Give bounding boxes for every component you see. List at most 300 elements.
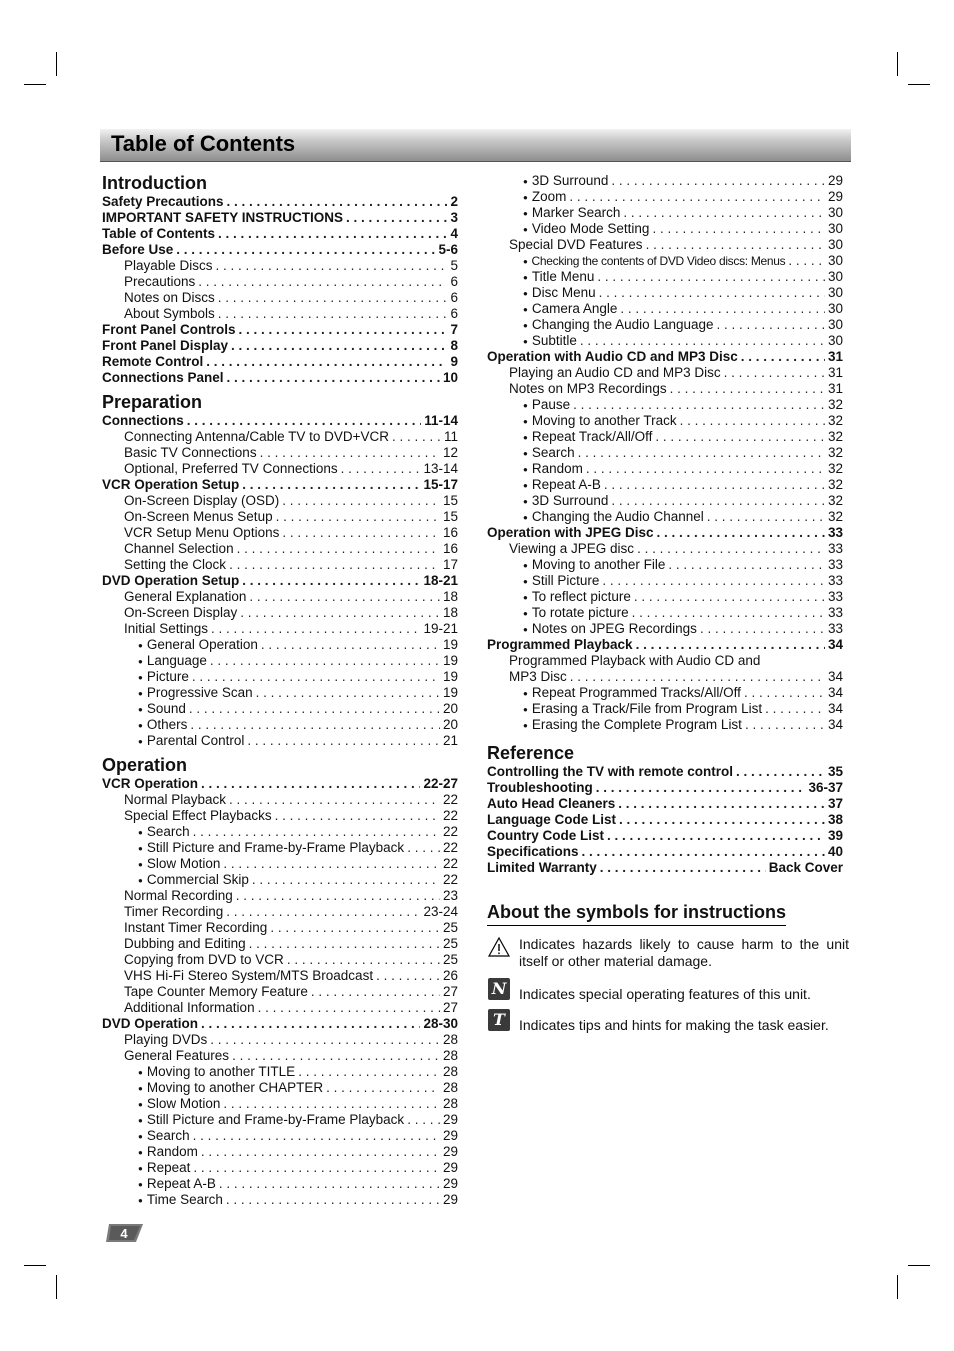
toc-entry [102,1096,458,1112]
toc-entry [487,461,843,477]
toc-entry-page: 16 [442,541,458,556]
toc-entry [102,952,458,968]
toc-entry-page: 28 [442,1080,458,1095]
toc-entry [487,221,843,237]
toc-entry [102,808,458,824]
toc-entry [102,1128,458,1144]
toc-entry-title: ● Disc Menu [523,285,596,303]
toc-entry [102,338,458,354]
toc-entry-page: 19 [442,637,458,652]
toc-entry [102,824,458,840]
toc-entry [102,856,458,872]
toc-leader-dots [201,776,420,792]
toc-leader-dots [620,301,825,317]
toc-entry [487,557,843,573]
symbol-note [487,978,849,1002]
toc-entry [487,205,843,221]
toc-leader-dots [611,173,825,189]
toc-entry-title: ● Still Picture and Frame-by-Frame Playback [138,1112,404,1130]
toc-entry-title: On-Screen Menus Setup [124,509,273,524]
toc-entry-page: 22 [442,856,458,871]
toc-leader-dots [242,477,420,493]
toc-entry-page: 5-6 [438,242,458,257]
toc-entry-page: 7 [450,322,458,337]
toc-entry [102,429,458,445]
toc-entry [487,397,843,413]
toc-leader-dots [226,1192,440,1208]
toc-entry-page: 37 [827,796,843,811]
toc-entry-title: ● 3D Surround [523,173,608,191]
toc-entry [102,936,458,952]
toc-entry-page: 31 [827,365,843,380]
toc-leader-dots [189,701,440,717]
toc-entry-title: Setting the Clock [124,557,227,572]
toc-entry-page: 29 [442,1192,458,1207]
page-number-badge [103,1222,145,1244]
toc-leader-dots [187,413,421,429]
toc-entry [102,290,458,306]
toc-leader-dots [223,856,440,872]
toc-leader-dots [311,984,440,1000]
toc-entry-page: 23 [442,888,458,903]
toc-entry [487,365,843,381]
toc-leader-dots [657,525,825,541]
symbol-tip [487,1009,849,1033]
toc-entry [102,226,458,242]
toc-entry-title: ● To reflect picture [523,589,631,607]
toc-entry-title: ● Moving to another CHAPTER [138,1080,323,1098]
toc-entry [102,605,458,621]
toc-entry [102,1048,458,1064]
toc-entry-title: ● Still Picture and Frame-by-Frame Playback [138,840,404,858]
toc-leader-dots [216,258,448,274]
toc-entry-page: 29 [442,1144,458,1159]
toc-entry-title: DVD Operation Setup [102,573,240,588]
toc-entry-page: 32 [827,461,843,476]
toc-entry-title: Remote Control [102,354,204,369]
toc-leader-dots [282,525,440,541]
toc-entry-title: Channel Selection [124,541,234,556]
toc-entry-title: Auto Head Cleaners [487,796,616,811]
toc-entry [102,557,458,573]
toc-entry-page: 33 [827,573,843,588]
toc-entry-title: ● Progressive Scan [138,685,253,703]
toc-entry-title: Controlling the TV with remote control [487,764,733,779]
toc-leader-dots [176,242,435,258]
toc-entry-title: ● Repeat Programmed Tracks/All/Off [523,685,741,703]
toc-entry [102,653,458,669]
toc-leader-dots [249,589,440,605]
toc-leader-dots [623,205,825,221]
toc-leader-dots [201,1016,420,1032]
toc-entry-page: 20 [442,717,458,732]
toc-entry-page: 30 [827,285,843,300]
toc-leader-dots [392,429,441,445]
toc-entry-title: Timer Recording [124,904,224,919]
toc-leader-dots [193,824,440,840]
toc-entry-page: 23-24 [423,904,458,919]
toc-entry-page: 25 [442,952,458,967]
toc-entry-title: ● Moving to another File [523,557,665,575]
toc-entry-page: 3 [450,210,458,225]
toc-entry [487,445,843,461]
toc-leader-dots [247,733,440,749]
toc-entry-title: VCR Operation [102,776,199,791]
toc-entry-title: Optional, Preferred TV Connections [124,461,338,476]
toc-leader-dots [637,541,825,557]
toc-entry-page: 30 [827,221,843,236]
toc-leader-dots [227,370,440,386]
toc-entry-page: 25 [442,936,458,951]
toc-entry-title: Additional Information [124,1000,255,1015]
toc-entry-title: Copying from DVD to VCR [124,952,284,967]
toc-entry-title: ● Picture [138,669,189,687]
toc-entry [102,920,458,936]
toc-leader-dots [227,194,448,210]
toc-entry-title: ● Language [138,653,207,671]
toc-entry [102,733,458,749]
toc-entry-title: ● Title Menu [523,269,594,287]
toc-entry-title: ● Pause [523,397,570,415]
toc-entry-page: 28 [442,1096,458,1111]
toc-leader-dots [599,285,825,301]
toc-leader-dots [226,904,420,920]
toc-entry [487,828,843,844]
toc-entry-page: 30 [827,333,843,348]
toc-entry-page: 18 [442,589,458,604]
toc-entry-title: ● Erasing a Track/File from Program List [523,701,762,719]
toc-leader-dots [618,796,825,812]
toc-entry [102,1016,458,1032]
toc-leader-dots [298,1064,440,1080]
toc-entry [487,525,843,541]
toc-entry [487,381,843,397]
toc-entry-title: ● Moving to another Track [523,413,677,431]
toc-leader-dots [597,269,825,285]
toc-leader-dots [193,1128,440,1144]
toc-leader-dots [260,445,440,461]
toc-entry [102,477,458,493]
toc-entry-title: ● Moving to another TITLE [138,1064,295,1082]
toc-entry [487,573,843,589]
crop-mark [908,1265,930,1266]
toc-entry [487,317,843,333]
toc-leader-dots [275,808,440,824]
toc-entry-page: 20 [442,701,458,716]
crop-mark [897,52,898,76]
toc-entry-page: 30 [827,253,843,268]
toc-left-column [102,172,458,1208]
toc-entry-title: ● Random [523,461,583,479]
toc-entry [102,1000,458,1016]
toc-entry-page: 29 [442,1128,458,1143]
toc-leader-dots [707,509,825,525]
toc-entry-page: 22 [442,872,458,887]
toc-entry [102,1112,458,1128]
toc-entry [102,461,458,477]
toc-entry-title: ● Slow Motion [138,1096,220,1114]
toc-entry-title: Playable Discs [124,258,213,273]
toc-entry-title: Instant Timer Recording [124,920,268,935]
toc-entry-page: 33 [827,621,843,636]
toc-entry-page: 33 [827,605,843,620]
toc-entry-title: Playing DVDs [124,1032,208,1047]
symbol-warning [487,936,849,972]
toc-entry-title: Connections Panel [102,370,224,385]
toc-entry-page: 15 [442,509,458,524]
toc-leader-dots [636,637,825,653]
section-heading: Introduction [102,173,207,193]
toc-entry [102,888,458,904]
warning-triangle-icon [488,936,510,958]
toc-entry-page: 32 [827,413,843,428]
toc-entry [487,780,843,796]
symbol-tip-text: Indicates tips and hints for making the task easier. [519,1017,829,1033]
toc-entry-title: ● Random [138,1144,198,1162]
toc-leader-dots [407,840,440,856]
toc-entry-title: Initial Settings [124,621,209,636]
toc-entry-title: ● Repeat [138,1160,190,1178]
toc-entry-page: 27 [442,984,458,999]
toc-entry-page: 12 [442,445,458,460]
toc-entry-page: 34 [827,637,843,652]
toc-entry-title: Troubleshooting [487,780,593,795]
toc-entry-title: Country Code List [487,828,604,843]
toc-entry-page: 32 [827,477,843,492]
toc-leader-dots [569,189,825,205]
toc-entry-title: Safety Precautions [102,194,224,209]
toc-entry [102,968,458,984]
toc-entry-page: 38 [827,812,843,827]
toc-entry-page: 19 [442,653,458,668]
crop-mark [56,1275,57,1299]
about-symbols-section [487,902,849,1033]
crop-mark [56,52,57,76]
toc-entry-title: Front Panel Display [102,338,229,353]
toc-entry [487,285,843,301]
toc-entry-page: 39 [827,828,843,843]
toc-entry [102,210,458,226]
toc-leader-dots [201,1144,440,1160]
toc-entry-page: 19-21 [423,621,458,636]
toc-entry-page: 34 [827,685,843,700]
toc-entry-title: VCR Setup Menu Options [124,525,280,540]
toc-entry [102,637,458,653]
toc-leader-dots [210,653,440,669]
toc-entry-page: 29 [827,173,843,188]
toc-entry-page: 36-37 [808,780,843,795]
toc-entry-title: Notes on MP3 Recordings [509,381,667,396]
toc-leader-dots [240,605,440,621]
toc-entry-page: 22 [442,792,458,807]
symbol-note-text: Indicates special operating features of this unit. [519,986,811,1002]
toc-right-column [487,173,843,876]
toc-entry-page: 18 [442,605,458,620]
toc-leader-dots [670,381,825,397]
toc-entry [487,541,843,557]
toc-entry-page: 33 [827,557,843,572]
toc-entry [487,189,843,205]
toc-entry-title: Normal Recording [124,888,233,903]
toc-entry-page: 28-30 [423,1016,458,1031]
toc-entry [102,1080,458,1096]
toc-entry-title: Table of Contents [102,226,215,241]
toc-entry-page: 21 [442,733,458,748]
toc-entry [487,413,843,429]
toc-entry [487,764,843,780]
toc-entry [487,349,843,365]
toc-leader-dots [611,493,825,509]
toc-entry-page: 18-21 [423,573,458,588]
toc-leader-dots [210,1032,440,1048]
page-title: Table of Contents [111,131,296,156]
toc-entry [102,685,458,701]
toc-entry-title: Specifications [487,844,579,859]
toc-leader-dots [570,669,825,685]
toc-entry [102,984,458,1000]
toc-entry-page: 22 [442,824,458,839]
toc-entry-title: Programmed Playback with Audio CD and [509,653,761,668]
toc-leader-dots [668,557,825,573]
toc-entry [487,493,843,509]
toc-entry-title: MP3 Disc [509,669,567,684]
toc-entry-title: ● Notes on JPEG Recordings [523,621,697,639]
toc-leader-dots [239,322,448,338]
toc-entry [487,605,843,621]
toc-entry-page: 32 [827,493,843,508]
toc-entry-page: 29 [827,189,843,204]
toc-entry-title: About Symbols [124,306,215,321]
toc-entry-title: Connecting Antenna/Cable TV to DVD+VCR [124,429,390,444]
toc-leader-dots [192,669,440,685]
section-heading: Reference [487,743,575,763]
toc-entry-title: ● 3D Surround [523,493,608,511]
toc-entry [102,525,458,541]
toc-entry-title: ● Commercial Skip [138,872,249,890]
toc-leader-dots [256,685,440,701]
toc-leader-dots [219,1176,440,1192]
toc-entry [102,669,458,685]
toc-entry [487,637,843,653]
toc-entry-page: 32 [827,445,843,460]
toc-entry-page: 4 [450,226,458,241]
toc-leader-dots [717,317,825,333]
toc-entry [102,792,458,808]
toc-entry-page: 32 [827,397,843,412]
toc-entry-page: 6 [450,306,458,321]
toc-leader-dots [261,637,440,653]
toc-entry [487,812,843,828]
toc-leader-dots [376,968,440,984]
toc-entry [102,274,458,290]
toc-entry-title: General Explanation [124,589,247,604]
toc-entry-title: Normal Playback [124,792,227,807]
toc-entry-page: 31 [827,349,843,364]
toc-entry-title: ● Camera Angle [523,301,617,319]
toc-entry-title: Limited Warranty [487,860,597,875]
toc-entry [102,1160,458,1176]
toc-entry-title: ● Changing the Audio Channel [523,509,704,527]
toc-leader-dots [765,701,825,717]
toc-entry-title: DVD Operation [102,1016,199,1031]
toc-leader-dots [258,1000,440,1016]
toc-leader-dots [582,844,825,860]
toc-entry-page: 28 [442,1032,458,1047]
toc-leader-dots [206,354,447,370]
toc-entry [487,301,843,317]
toc-entry [102,445,458,461]
toc-entry-title: ● Search [523,445,575,463]
toc-leader-dots [602,573,825,589]
toc-leader-dots [218,290,448,306]
toc-entry-page: 34 [827,701,843,716]
toc-leader-dots [276,509,440,525]
toc-entry-page: 5 [450,258,458,273]
toc-entry [102,1192,458,1208]
toc-entry [487,269,843,285]
toc-leader-dots [236,888,440,904]
note-icon: N [488,978,510,1000]
toc-leader-dots [287,952,440,968]
toc-entry-title: ● General Operation [138,637,258,655]
crop-mark [24,1265,46,1266]
toc-entry-title: On-Screen Display (OSD) [124,493,280,508]
toc-leader-dots [634,589,825,605]
toc-leader-dots [736,764,825,780]
toc-entry-page: 19 [442,685,458,700]
toc-entry-page: 15-17 [423,477,458,492]
toc-entry-page: 17 [442,557,458,572]
toc-entry [487,429,843,445]
toc-entry-title: On-Screen Display [124,605,238,620]
toc-leader-dots [198,274,447,290]
toc-entry [487,669,843,685]
toc-entry-page: 35 [827,764,843,779]
toc-entry-title: ● Erasing the Complete Program List [523,717,742,735]
toc-entry-page: 10 [442,370,458,385]
toc-entry-title: Playing an Audio CD and MP3 Disc [509,365,721,380]
toc-leader-dots [252,872,440,888]
toc-leader-dots [578,445,825,461]
toc-entry-title: Programmed Playback [487,637,633,652]
toc-entry-page: 16 [442,525,458,540]
toc-entry [102,242,458,258]
toc-entry-title: Basic TV Connections [124,445,257,460]
toc-leader-dots [596,780,806,796]
toc-entry [102,194,458,210]
toc-leader-dots [282,493,440,509]
toc-leader-dots [646,237,825,253]
toc-entry-page: 29 [442,1176,458,1191]
toc-entry [487,253,843,269]
toc-entry-page: Back Cover [768,860,843,875]
toc-entry-page: 31 [827,381,843,396]
toc-entry [102,1064,458,1080]
toc-leader-dots [229,792,440,808]
toc-entry-page: 34 [827,669,843,684]
toc-entry [487,173,843,189]
toc-entry-title: ● Search [138,1128,190,1146]
toc-entry-page: 11-14 [424,413,458,428]
toc-entry-page: 6 [450,290,458,305]
toc-leader-dots [741,349,825,365]
toc-entry-page: 30 [827,237,843,252]
toc-entry-page: 29 [442,1160,458,1175]
toc-entry [102,413,458,429]
toc-entry [102,322,458,338]
toc-entry-page: 34 [827,717,843,732]
toc-leader-dots [218,306,448,322]
